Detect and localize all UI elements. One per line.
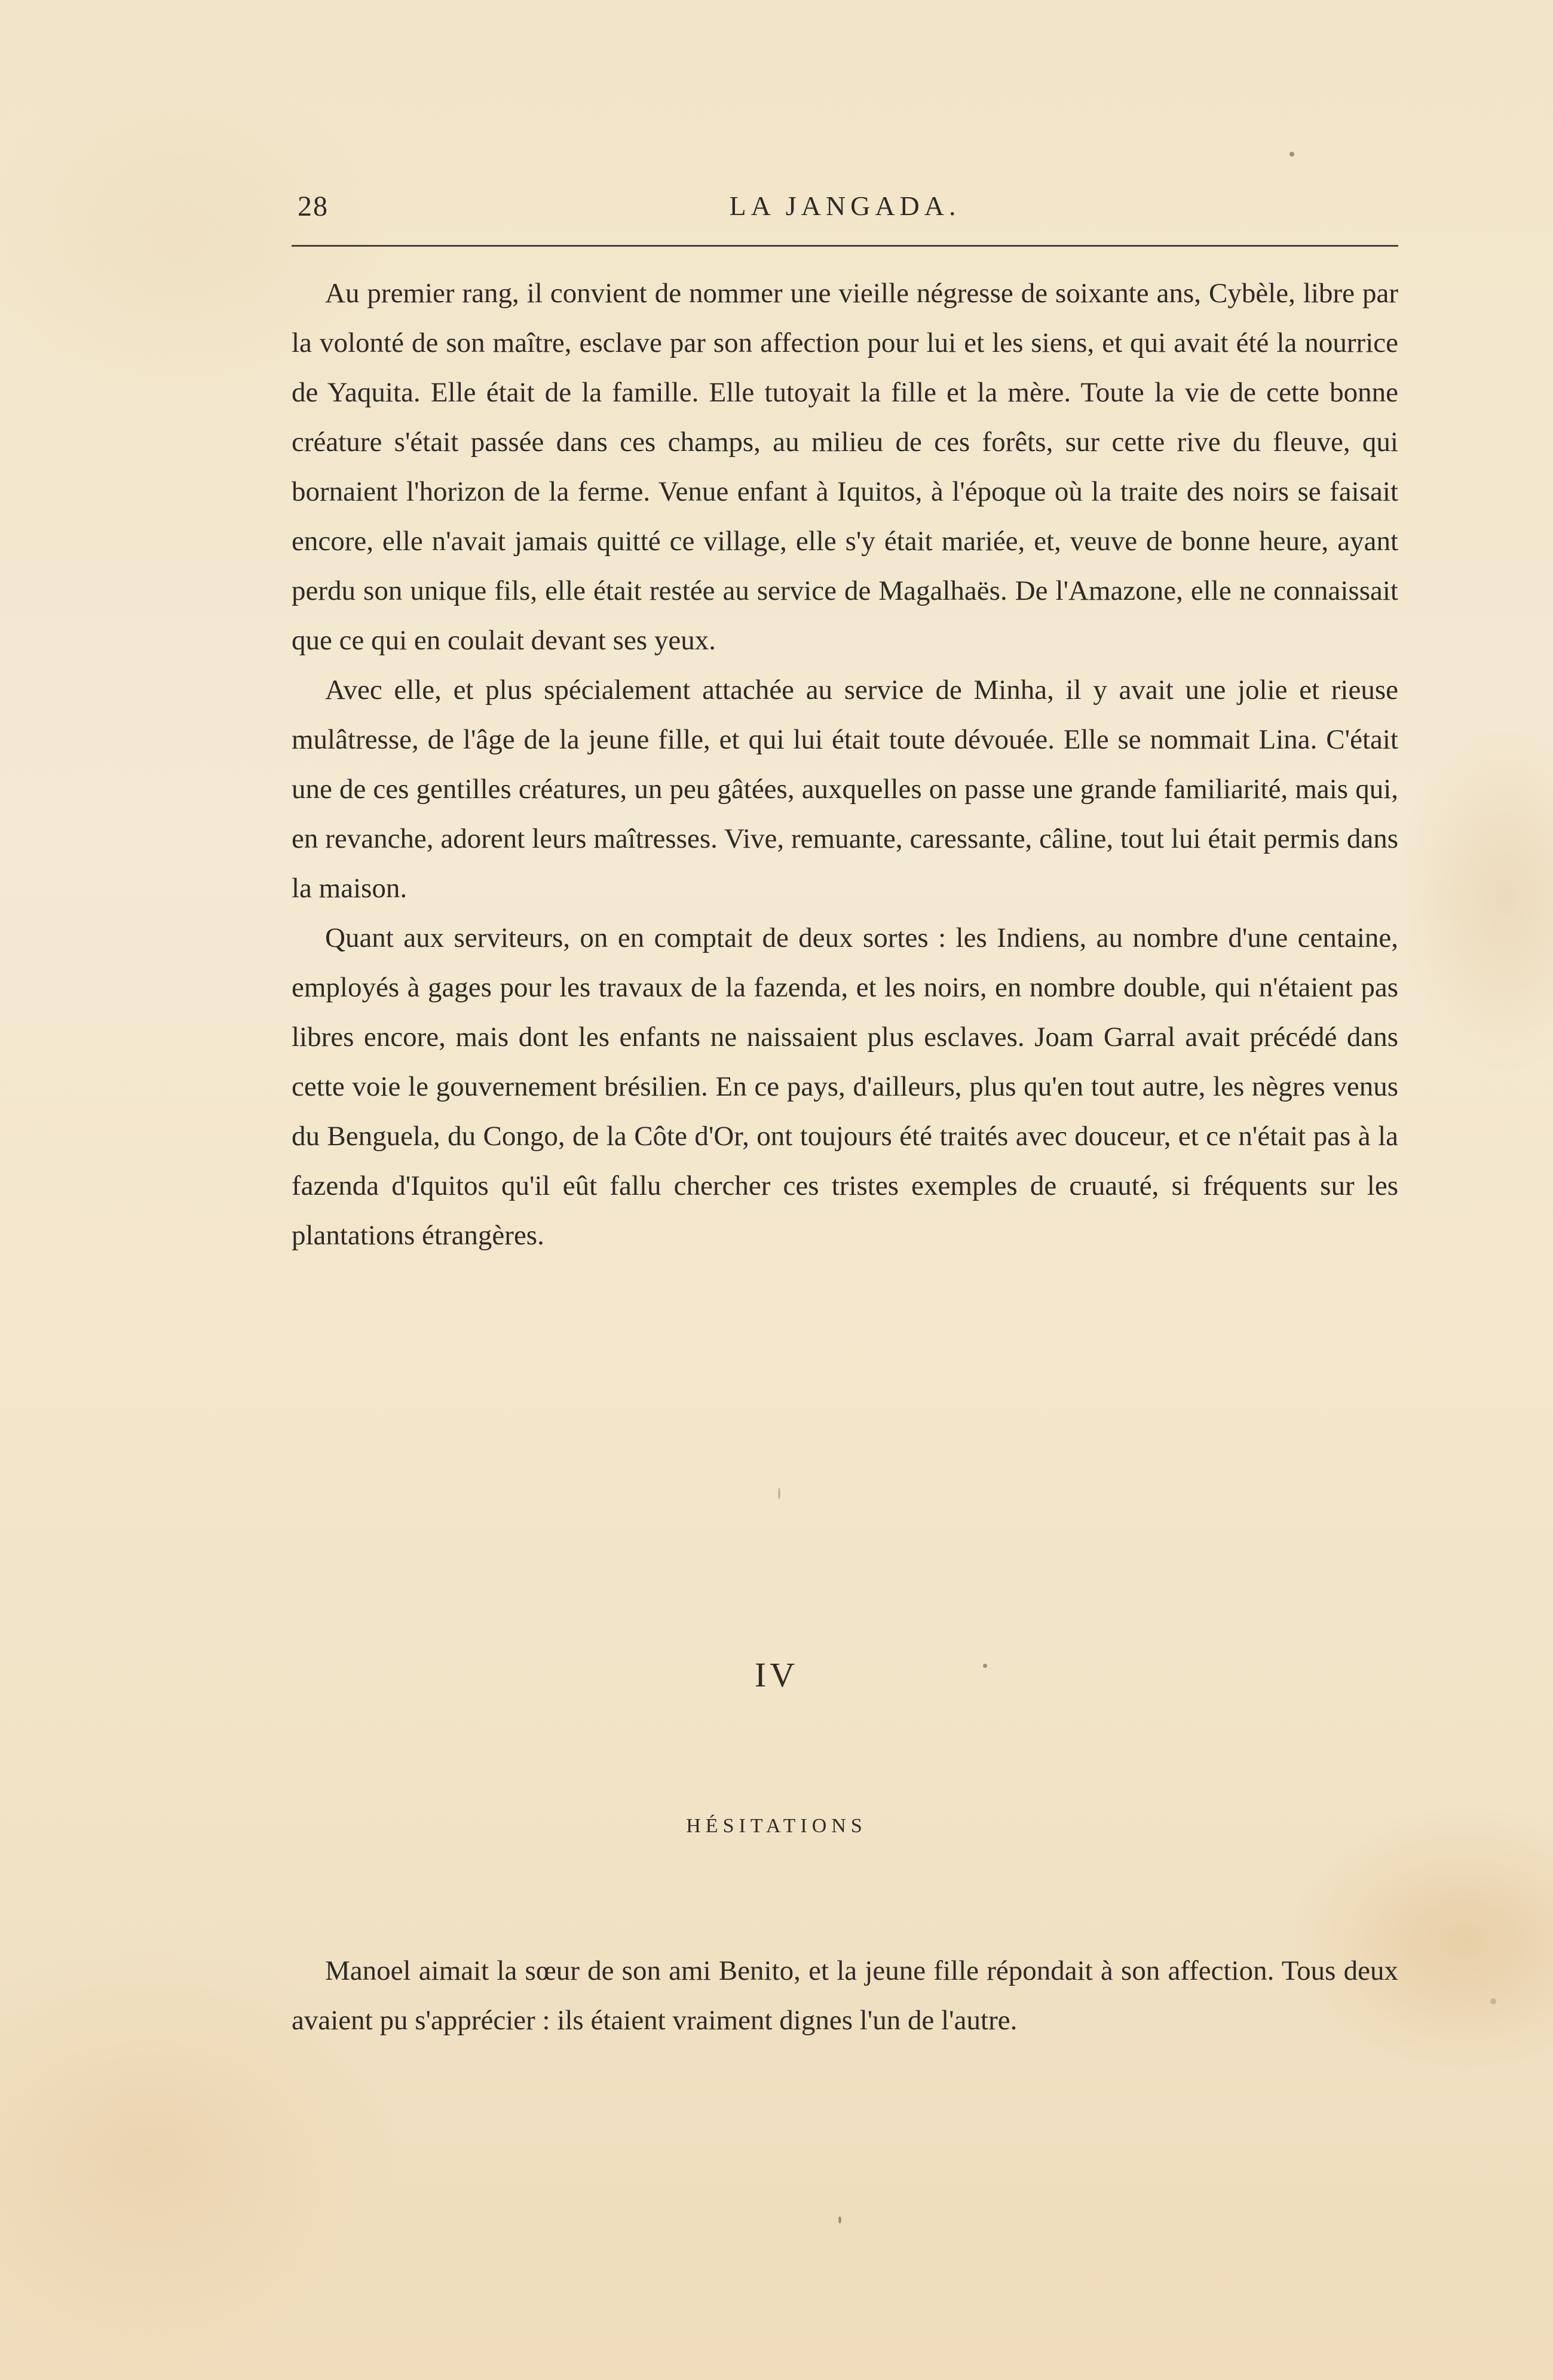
paper-speck	[1289, 152, 1294, 157]
paragraph: Au premier rang, il convient de nommer une vieille négresse de soixante ans, Cybèle, libre par la volonté de son maître, esclave par son affection pour lui et les siens, et qui avait été la nourrice de Yaquita. Elle était de la famille. Elle tutoyait la fille et la mère. Toute la vie de cette bonne créature s'était passée dans ces champs, au milieu de ces forêts, sur cette rive du fleuve, qui bornaient l'horizon de la ferme. Venue enfant à Iquitos, à l'époque où la traite des noirs se faisait encore, elle n'avait jamais quitté ce village, elle s'y était mariée, et, veuve de bonne heure, ayant perdu son unique fils, elle était restée au service de Magalhaës. De l'Amazone, elle ne connaissait que ce qui en coulait devant ses yeux.	[292, 278, 1398, 656]
paragraph: Avec elle, et plus spécialement attachée au service de Minha, il y avait une jolie et rieuse mulâtresse, de l'âge de la jeune fille, et qui lui était toute dévouée. Elle se nommait Lina. C'était une de ces gentilles créatures, un peu gâtées, auxquelles on passe une grande familiarité, mais qui, en revanche, adorent leurs maîtresses. Vive, remuante, caressante, câline, tout lui était permis dans la maison.	[292, 674, 1398, 904]
paragraph: Quant aux serviteurs, on en comptait de deux sortes : les Indiens, au nombre d'une centaine, employés à gages pour les travaux de la fazenda, et les noirs, en nombre double, qui n'étaient pas libres encore, mais dont les enfants ne naissaient plus esclaves. Joam Garral avait précédé dans cette voie le gouvernement brésilien. En ce pays, d'ailleurs, plus qu'en tout autre, les nègres venus du Benguela, du Congo, de la Côte d'Or, ont toujours été traités avec douceur, et ce n'était pas à la fazenda d'Iquitos qu'il eût fallu chercher ces tristes exemples de cruauté, si fréquents sur les plantations étrangères.	[292, 922, 1398, 1251]
paper-speck	[1490, 1998, 1496, 2004]
page-number: 28	[298, 191, 329, 222]
paper-speck	[838, 2216, 841, 2223]
paragraph: Manoel aimait la sœur de son ami Benito, et la jeune fille répondait à son affection. Tous deux avaient pu s'apprécier : ils étaient vraiment dignes l'un de l'autre.	[292, 1955, 1398, 2036]
chapter-title: HÉSITATIONS	[686, 1815, 867, 1837]
running-head	[292, 190, 1398, 232]
running-title: LA JANGADA.	[729, 191, 961, 221]
body-text	[292, 269, 1398, 1260]
header-rule	[292, 245, 1398, 247]
paper-speck	[983, 1664, 987, 1668]
paper-speck	[778, 1488, 780, 1499]
chapter-number: IV	[754, 1655, 799, 1694]
chapter-text	[292, 1946, 1398, 2045]
